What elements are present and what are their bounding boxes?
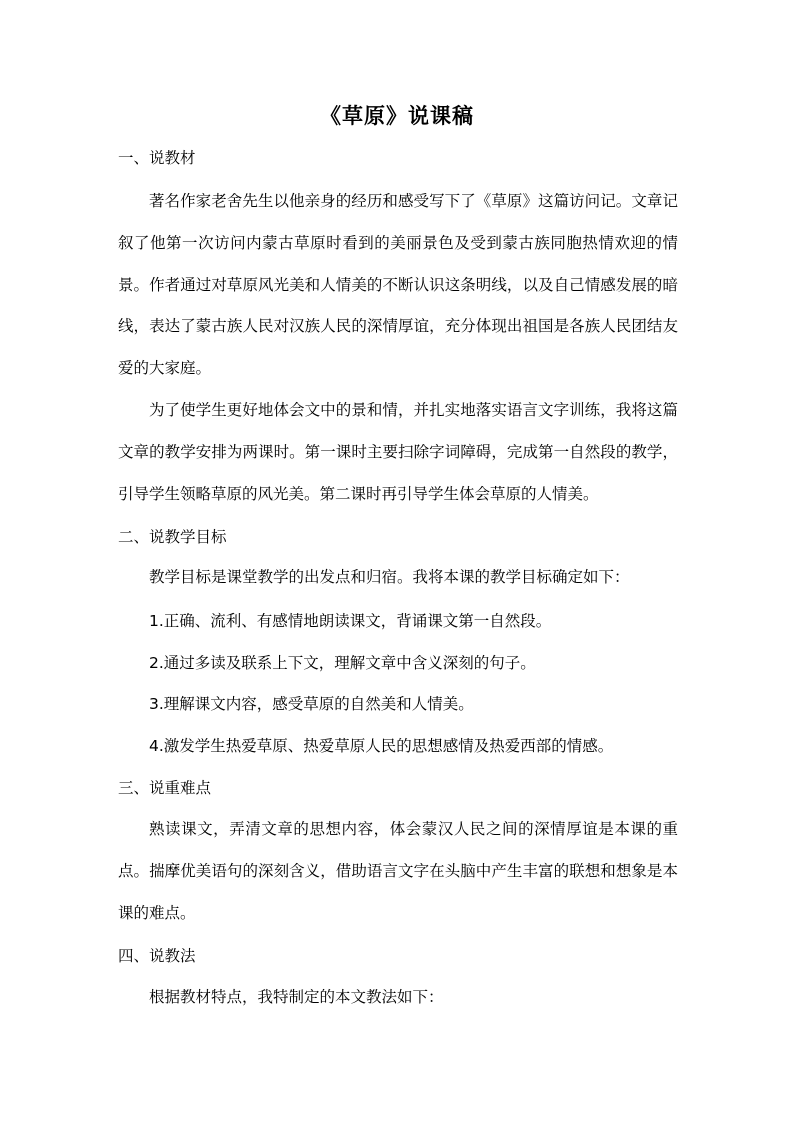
- paragraph-textbook-arrangement: 为了使学生更好地体会文中的景和情，并扎实地落实语言文字训练，我将这篇文章的教学安排为两课时。第一课时主要扫除字词障碍，完成第一自然段的教学，引导学生领略草原的风光美。第二课时再引导学生体会草原的人情美。: [118, 401, 678, 503]
- section-heading-textbook: 一、说教材: [118, 149, 196, 167]
- section-heading-goals: 二、说教学目标: [118, 528, 227, 546]
- paragraph-goals-intro: 教学目标是课堂教学的出发点和归宿。我将本课的教学目标确定如下：: [149, 568, 630, 586]
- document-title: 《草原》说课稿: [320, 104, 474, 128]
- goal-item-3: 3.理解课文内容，感受草原的自然美和人情美。: [149, 695, 474, 713]
- goal-item-1: 1.正确、流利、有感情地朗读课文，背诵课文第一自然段。: [149, 612, 552, 630]
- goal-item-2: 2.通过多读及联系上下文，理解文章中含义深刻的句子。: [149, 654, 536, 672]
- section-heading-methods: 四、说教法: [118, 947, 196, 965]
- section-heading-key-points: 三、说重难点: [118, 779, 212, 797]
- paragraph-key-points: 熟读课文，弄清文章的思想内容，体会蒙汉人民之间的深情厚谊是本课的重点。揣摩优美语句的深刻含义，借助语言文字在头脑中产生丰富的联想和想象是本课的难点。: [118, 820, 678, 922]
- paragraph-methods-intro: 根据教材特点，我特制定的本文教法如下：: [149, 988, 444, 1006]
- paragraph-textbook-intro: 著名作家老舍先生以他亲身的经历和感受写下了《草原》这篇访问记。文章记叙了他第一次访问内蒙古草原时看到的美丽景色及受到蒙古族同胞热情欢迎的情景。作者通过对草原风光美和人情美的不断认识这条明线，以及自己情感发展的暗线，表达了蒙古族人民对汉族人民的深情厚谊，充分体现出祖国是各族人民团结友爱的大家庭。: [118, 192, 678, 378]
- goal-item-4: 4.激发学生热爱草原、热爱草原人民的思想感情及热爱西部的情感。: [149, 737, 614, 755]
